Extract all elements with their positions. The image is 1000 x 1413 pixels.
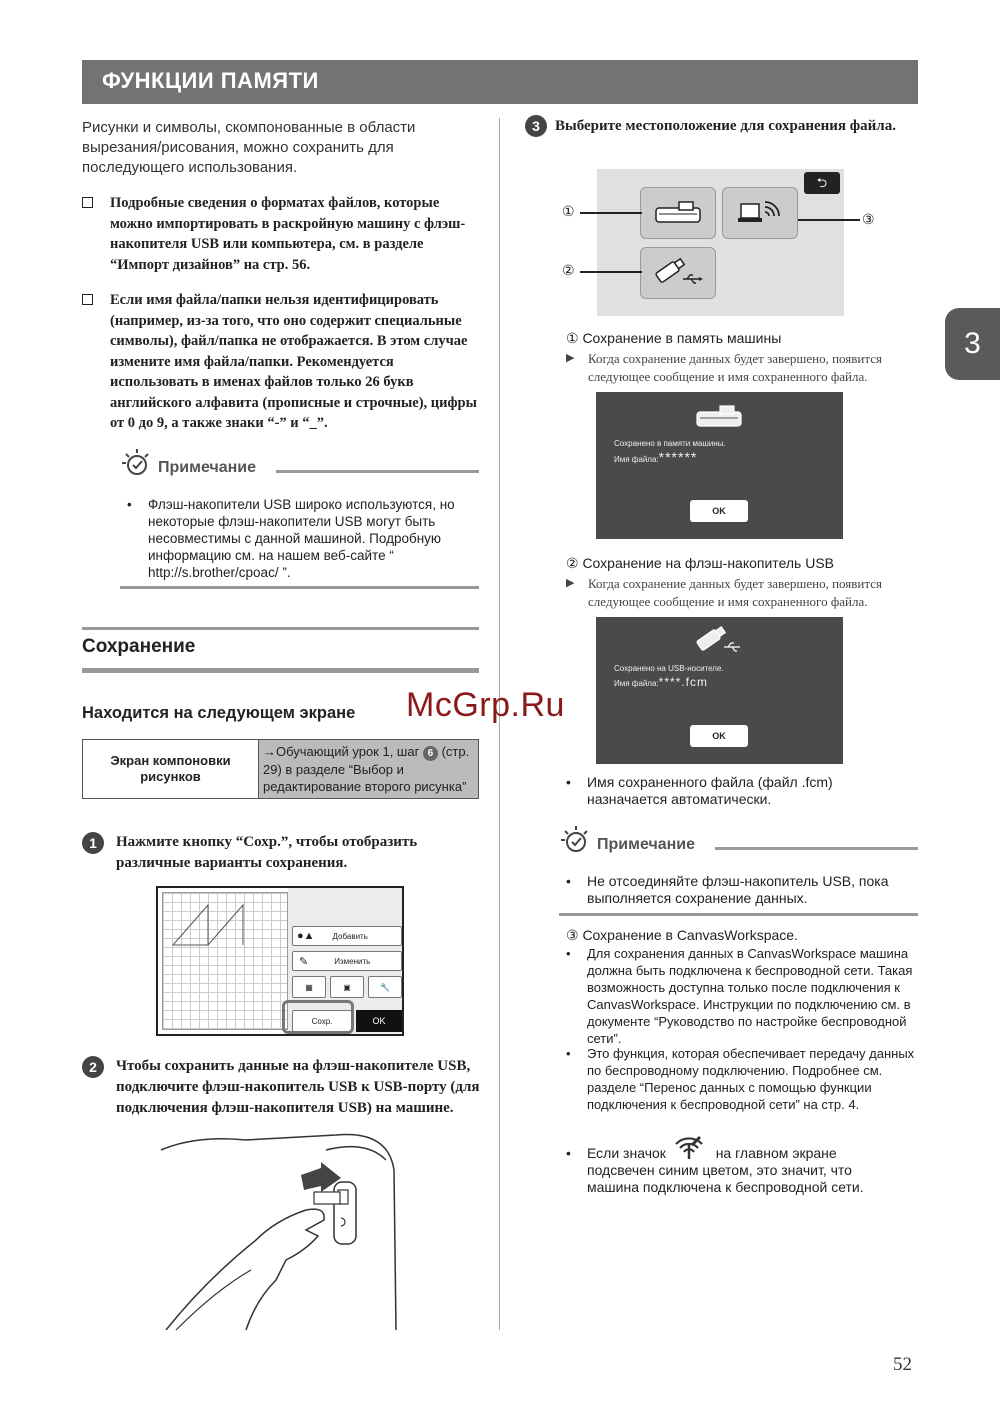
file-name-value: ****** <box>658 449 698 465</box>
file-name-label: Имя файла: <box>614 679 659 688</box>
dialog-ok-button[interactable]: OK <box>690 500 748 522</box>
option3-bullet: • Это функция, которая обеспечивает передачу данных по беспроводному подключению. Подробнее см. разделе “Перенос данных с помощью функции подключения к беспроводной сети” на стр. 4. <box>566 1045 918 1113</box>
cutting-machine-icon <box>653 198 703 228</box>
note-end-rule <box>120 586 479 589</box>
navigation-table <box>82 739 479 799</box>
watermark: McGrp.Ru <box>406 686 565 724</box>
file-name-value: ****.fcm <box>658 675 708 689</box>
shapes-icon: ●▲ <box>297 930 315 942</box>
callout-1-line <box>580 212 642 214</box>
callout-3: ③ <box>862 211 875 227</box>
note-text: Флэш-накопители USB широко используются, но некоторые флэш-накопители USB могут быть несовместимы с данной машиной. Подробную информацию см. на нашем веб-сайте “ http://s.brother/cpoac/ ”. <box>148 497 455 580</box>
section-subtitle: Находится на следующем экране <box>82 704 356 722</box>
canvasworkspace-button[interactable] <box>722 187 798 239</box>
step-text: Выберите местоположение для сохранения файла. <box>555 118 896 134</box>
back-button[interactable] <box>804 172 840 194</box>
pencil-icon: ✎ <box>299 955 309 968</box>
save-highlight <box>282 1000 354 1034</box>
note-bulb-icon <box>559 823 589 853</box>
option-label: ② Сохранение на флэш-накопитель USB <box>566 555 835 571</box>
memory-saved-dialog <box>596 392 843 539</box>
checklist-item <box>82 193 482 275</box>
step-text: Чтобы сохранить данные на флэш-накопителе USB, подключите флэш-накопитель USB к USB-порту (для подключения флэш-накопителя USB) на машине. <box>116 1058 480 1116</box>
section-rule-bottom <box>82 668 479 673</box>
callout-2-line <box>580 271 642 273</box>
callout-1: ① <box>562 203 575 219</box>
option-detail: Когда сохранение данных будет завершено, появится следующее сообщение и имя сохраненного файла. <box>588 351 882 384</box>
option-label: ③ Сохранение в CanvasWorkspace. <box>566 927 798 943</box>
usb-flash-icon <box>694 625 746 657</box>
edit-button[interactable]: ✎ Изменить <box>292 951 402 971</box>
dialog-message: Сохранено в памяти машины. <box>614 439 726 448</box>
note-bulb-icon <box>120 446 150 476</box>
pattern-button[interactable] <box>292 976 326 998</box>
nav-reference <box>259 740 478 798</box>
checkbox-icon <box>82 294 93 305</box>
back-arrow-icon: ⮌ <box>816 175 828 190</box>
machine-icon: ▣ <box>343 982 351 992</box>
wrench-icon: 🔧 <box>380 982 390 992</box>
option-label: ① Сохранение в память машины <box>566 330 782 346</box>
note-item: • Не отсоединяйте флэш-накопитель USB, пока выполняется сохранение данных. <box>566 873 906 907</box>
auto-name-item: • Имя сохраненного файла (файл .fcm) назначается автоматически. <box>566 774 906 808</box>
machine-memory-button[interactable] <box>640 187 716 239</box>
step-number: 1 <box>82 832 104 854</box>
callout-2: ② <box>562 262 575 278</box>
layout-screen <box>156 886 404 1036</box>
wifi-note-post: на главном экране подсвечен синим цветом, это значит, что машина подключена к беспроводной сети. <box>587 1145 864 1195</box>
note-divider <box>715 847 918 850</box>
section-title: Сохранение <box>82 636 196 657</box>
computer-wireless-icon <box>735 198 785 228</box>
option3-bullet: • Для сохранения данных в CanvasWorkspace машина должна быть подключена к беспроводной сети. Такая возможность доступна только после подключения к CanvasWorkspace. Инструкции по подключению см. в документе “Руководство по настройке беспроводной сети”. <box>566 945 918 1047</box>
settings-button[interactable] <box>368 976 402 998</box>
note-title: Примечание <box>158 459 257 476</box>
intro-text: Рисунки и символы, скомпонованные в области вырезания/рисования, можно сохранить для последующего использования. <box>82 119 416 176</box>
nav-ref-pre: →Обучающий урок 1, шаг <box>263 744 420 759</box>
usb-insert-illustration <box>156 1130 406 1330</box>
option3-text: Для сохранения данных в CanvasWorkspace машина должна быть подключена к беспроводной сети. Такая возможность доступна только после подключения к CanvasWorkspace. Инструкции по подключению см. в документе “Руководство по настройке беспроводной сети”. <box>587 946 913 1046</box>
triangle-icon: ▶ <box>566 577 575 589</box>
wifi-note-pre: Если значок <box>587 1145 666 1161</box>
note-end-rule <box>559 913 918 916</box>
callout-3-line <box>798 219 860 221</box>
step-number: 2 <box>82 1056 104 1078</box>
triangle-icon: ▶ <box>566 352 575 364</box>
usb-saved-dialog <box>596 617 843 764</box>
checkbox-icon <box>82 197 93 208</box>
machine-button[interactable] <box>330 976 364 998</box>
section-rule-top <box>82 627 479 630</box>
usb-drive-button[interactable] <box>640 247 716 299</box>
note-text: Не отсоединяйте флэш-накопитель USB, пока выполняется сохранение данных. <box>587 873 889 906</box>
add-button[interactable]: ●▲ Добавить <box>292 926 402 946</box>
pattern-icon: ▦ <box>305 982 313 992</box>
checklist-text: Если имя файла/папки нельзя идентифицировать (например, из-за того, что оно содержит специальные символы), файл/папка не отображается. В этом случае измените имя файла/папки. Рекомендуется использовать в именах файлов только 26 букв английского алфавита (прописные и строчные), цифры от 0 до 9, а также знаки “-” и “_”. <box>110 292 477 431</box>
page-title: ФУНКЦИИ ПАМЯТИ <box>102 68 319 93</box>
auto-name-text: Имя сохраненного файла (файл .fcm) назначается автоматически. <box>587 774 833 807</box>
step-number: 3 <box>525 115 547 137</box>
ok-button[interactable]: OK <box>356 1010 402 1032</box>
note-title: Примечание <box>597 836 696 853</box>
checklist-text: Подробные сведения о форматах файлов, которые можно импортировать в раскройную машину с флэш-накопителя USB или компьютера, см. в разделе “Импорт дизайнов” на стр. 56. <box>110 195 466 273</box>
option3-text: Это функция, которая обеспечивает передачу данных по беспроводному подключению. Подробнее см. разделе “Перенос данных с помощью функции подключения к беспроводной сети” на стр. 4. <box>587 1046 915 1112</box>
checklist-item <box>82 290 482 434</box>
save-location-screen <box>597 169 844 316</box>
option3-bullet: • Если значок на главном экране подсвечен синим цветом, это значит, что машина подключена к беспроводной сети. <box>566 1145 906 1196</box>
note-item: • Флэш-накопители USB широко используются, но некоторые флэш-накопители USB могут быть несовместимы с данной машиной. Подробную информацию см. на нашем веб-сайте “ http://s.brother/cpoac/ ”. <box>127 496 479 581</box>
option-detail: Когда сохранение данных будет завершено, появится следующее сообщение и имя сохраненного файла. <box>588 576 882 609</box>
cutting-machine-icon <box>694 404 744 430</box>
note-divider <box>276 470 479 473</box>
step-badge-icon: 6 <box>423 746 438 761</box>
step-text: Нажмите кнопку “Сохр.”, чтобы отобразить различные варианты сохранения. <box>116 834 418 871</box>
chapter-tab[interactable]: 3 <box>945 308 1000 380</box>
wireless-icon <box>670 1145 712 1162</box>
nav-ref-post: (стр. 29) в разделе “Выбор и редактирование второго рисунка” <box>263 744 470 794</box>
file-name-label: Имя файла: <box>614 455 659 464</box>
nav-screen-name: Экран компоновки рисунков <box>83 740 259 798</box>
save-button[interactable]: Сохр. <box>292 1010 352 1032</box>
cutting-grid[interactable] <box>162 892 288 1030</box>
dialog-message: Сохранено на USB-носителе. <box>614 664 724 673</box>
page-number: 52 <box>893 1354 912 1375</box>
dialog-ok-button[interactable]: OK <box>690 725 748 747</box>
usb-flash-icon <box>653 257 703 289</box>
